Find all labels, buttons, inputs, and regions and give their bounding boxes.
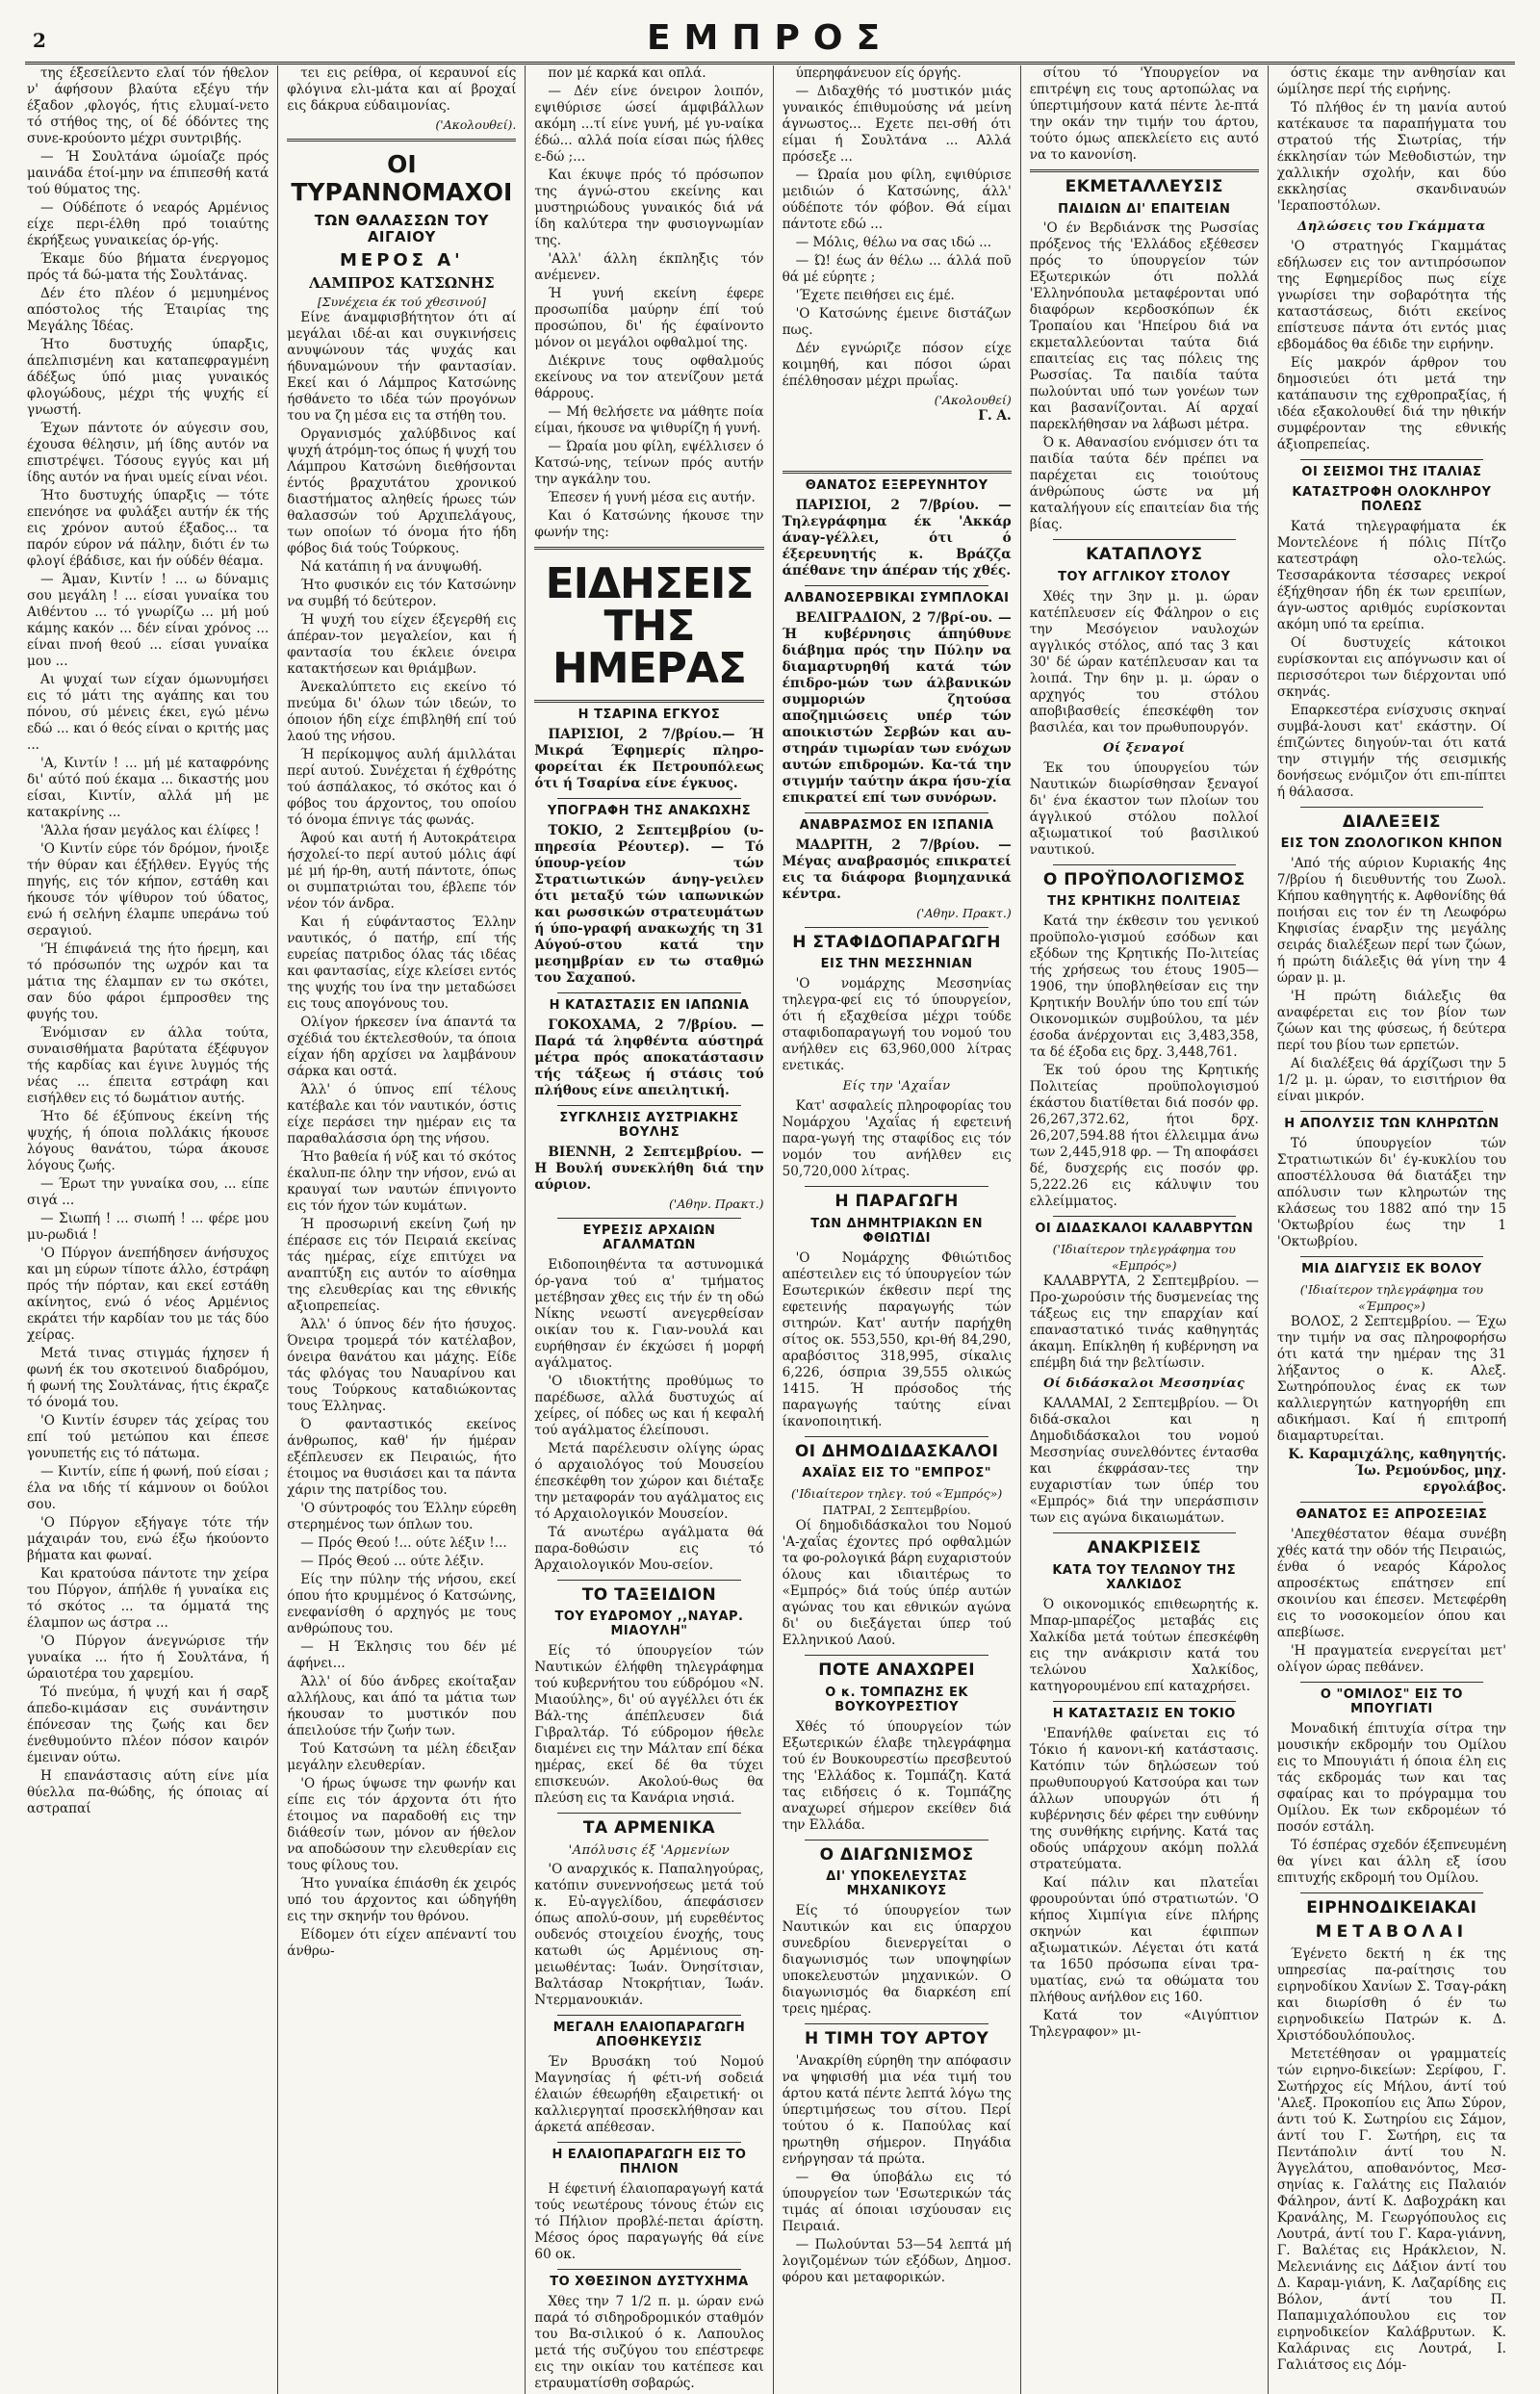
paragraph: 'Ο Πύργον εξήγαγε τότε τήν μάχαιράν του, ενώ έξω ήκούοντο βήματα και φωναί. <box>27 1515 270 1563</box>
news-headline: ΤΟ ΤΑΞΕΙΔΙΟΝ <box>581 1584 717 1605</box>
news-source: ('Αθην. Πρακτ.) <box>916 905 1012 920</box>
news-subheadline: Δηλώσεις του Γκάμματα <box>1297 219 1486 234</box>
divider <box>805 812 988 813</box>
paragraph: — Ώραία μου φίλη, εψιθύρισε μειδιών ό Κατσώνης, άλλ' ούδέποτε τόν φόβον. Θά είμαι πάντοτε εδώ ... <box>782 167 1012 232</box>
divider <box>1300 1502 1484 1503</box>
paragraph: πον μέ καρκά και οπλά. <box>548 65 706 81</box>
news-body: ΚΑΛΑΜΑΙ, 2 Σεπτεμβρίου. — Όι διδά-σκαλοι και η Δημοδιδάσκαλοι του νομού Μεσσηνίας συνελθόντες έντασθα και έκφράσαν-τες την ευχαριστίαν των ύπέρ του «Εμπρός» διά την υπεράσπισιν των εις αγώνα δικαιωμάτων. <box>1029 1396 1259 1527</box>
paragraph: — Ώραία μου φίλη, εψέλλισεν ό Κατσώ-νης, τείνων πρός αυτήν την αγκάλην του. <box>534 439 764 487</box>
divider <box>805 1186 988 1187</box>
news-headline: ΤΟ ΧΘΕΣΙΝΟΝ ΔΥΣΤΥΧΗΜΑ <box>550 2275 749 2290</box>
serial-subtitle: ΤΩΝ ΘΑΛΑΣΣΩΝ ΤΟΥ ΑΙΓΑΙΟΥ <box>314 211 489 245</box>
news-headline: ΜΙΑ ΔΙΑΓΥΣΙΣ ΕΚ ΒΟΛΟΥ <box>1301 1262 1482 1277</box>
news-subheadline: ΤΟΥ ΑΓΓΛΙΚΟΥ ΣΤΟΛΟΥ <box>1058 570 1231 585</box>
news-subheadline: ΜΕΤΑΒΟΛΑΙ <box>1315 1922 1469 1943</box>
news-subheadline: ΤΗΣ ΚΡΗΤΙΚΗΣ ΠΟΛΙΤΕΙΑΣ <box>1047 894 1242 910</box>
news-body: ΤΟΚΙΟ, 2 Σεπτεμβρίου (υ-πηρεσία Ρέουτερ). — Τό ύπουρ-γείον τών Στρατιωτικών άνηγ-γειλεν ότι μεταξύ τών ιαπωνικών και ρωσσικών στρατευμάτων ή ύπο-γραφή ανακωχής τη 31 Αύγού-στου κατά την μεσημβρίαν εν τω σταθμώ του Σαχαπού. <box>534 822 764 986</box>
paragraph: — Δέν είνε όνειρον λοιπόν, εψιθύρισε ώσεί άμφιβάλλων ακόμη ...τί είνε γυνή, μέ γυ-ναίκα έδώ... αλλά ποία είσαι πώς ήλθες ε-δώ ;... <box>534 84 764 165</box>
to-be-continued: ('Ακολουθεί). <box>435 117 517 132</box>
paragraph: Ήτο φυσικόν εις τόν Κατσώνην να συμβή τό δεύτερον. <box>287 577 517 609</box>
divider <box>805 1840 988 1841</box>
news-headline: Η ΤΙΜΗ ΤΟΥ ΑΡΤΟΥ <box>804 2028 989 2048</box>
news-body: Είς μακρόν άρθρον του δημοσιεύει ότι μετά την κατάπαυσιν της εχθροπραξίας, ή ιδέα εξακολουθεί διά την ηθικήν συμφέρονταν της εθνικής άξιοπρεπείας. <box>1276 354 1506 452</box>
news-body: Χθές την 3ην μ. μ. ώραν κατέπλευσεν είς Φάληρον ο εις την Μεσόγειον ναυλοχών αγγλικός στόλος, από τας 3 και 30' δέ ώραν κατέπλευσαν και τα λοιπά. Την 6ην μ. μ. ώραν ο αρχηγός του στόλου αποβιβασθείς έπεσκέφθη τον βασιλέα, και τον πρωθυπουργόν. <box>1029 588 1259 735</box>
paragraph: — Διδαχθής τό μυστικόν μιάς γυναικός έπιθυμούσης νά μείνη άγνωστος... Εχετε πει-σθή ότι είμαι ή Σουλτάνα ... Αλλά πρόσεξε ... <box>782 84 1012 165</box>
divider <box>287 139 516 142</box>
divider <box>1300 1111 1484 1112</box>
paragraph: Δέν έτο πλέον ό μεμυημένος απόστολος τής Έταιρίας της Μεγάλης Ίδέας. <box>27 286 270 334</box>
news-subheadline: ΚΑΤΑ ΤΟΥ ΤΕΛΩΝΟΥ ΤΗΣ ΧΑΛΚΙΔΟΣ <box>1052 1562 1237 1592</box>
continued-note: [Συνέχεια έκ τού χθεσινού] <box>317 294 486 309</box>
news-headline: Η ΕΛΑΙΟΠΑΡΑΓΩΓΗ ΕΙΣ ΤΟ ΠΗΛΙΟΝ <box>552 2148 747 2177</box>
news-section-title: ΕΙΔΗΣΕΙΣ ΤΗΣ ΗΜΕΡΑΣ <box>545 559 754 693</box>
paragraph: Ή γυνή εκείνη έφερε προσωπίδα μαύρην έπί τού προσώπου, δι' ής έφαίνοντο μόνον οι μεγάλοι οφθαλμοί της. <box>534 286 764 350</box>
news-body: 'Ο στρατηγός Γκαμμάτας εδήλωσεν εις τον αντιπρόσωπον της Εφημερίδος πως είχε γνωρίσει την σοβαρότητα τής καταστάσεως, διότι εκείνος επίστευσε πάντα ότι εντός μιας εβδομάδος θα έδιδε την ειρήνην. <box>1276 238 1506 352</box>
news-headline: ΚΑΤΑΣΤΡΟΦΗ ΟΛΟΚΛΗΡΟΥ ΠΟΛΕΩΣ <box>1292 484 1492 514</box>
news-body: Μοναδική έπιτυχία σίτρα την μουσικήν εκδρομήν του Ομίλου εις το Μπουγιάτι ή όποια έλη εις τάς εκδρομάς των και τας σφαίρας και το πρόγραμμα του Ομίλου. Εκ των εκδρομέων τό ποσόν εστάλη. <box>1276 1720 1506 1835</box>
news-tag: ('Ιδιαίτερον τηλεγράφημα του «Έμπρος») <box>1299 1282 1484 1314</box>
news-headline: ΕΥΡΕΣΙΣ ΑΡΧΑΙΩΝ ΑΓΑΛΜΑΤΩΝ <box>582 1223 716 1252</box>
news-headline: Ο ΠΡΟΫΠΟΛΟΓΙΣΜΟΣ <box>1042 869 1245 889</box>
news-headline: ΥΠΟΓΡΑΦΗ ΤΗΣ ΑΝΑΚΩΧΗΣ <box>547 803 752 818</box>
news-body: Τά ανωτέρω αγάλματα θά παρα-δοθώσιν εις τό Άρχαιολογικόν Μου-σείον. <box>534 1524 764 1573</box>
news-body: ΜΑΔΡΙΤΗ, 2 7/βρίου. — Μέγας αναβρασμός επικρατεί εις τα διάφορα βιομηχανικά κέντρα. <box>782 837 1012 902</box>
news-subheadline: ΠΑΙΔΙΩΝ ΔΙ' ΕΠΑΙΤΕΙΑΝ <box>1058 201 1231 217</box>
to-be-continued: ('Ακολουθεί) <box>934 393 1012 407</box>
news-body: 'Ο αναρχικός κ. Παπαληγούρας, κατόπιν συνεννοήσεως μετά τού κ. Εὐ-αγγελίδου, άπεφάσισεν όπως απολύ-σουν, μή ευρεθέντος ουδενός στοιχείου ένοχής, τους κατωθι ώς Αρμένιους ση-μειωθέντας: Ίωάν. Όνησίτσιαν, Βαλτάσαρ Ντοκρήτιαν, Ίωάν. Ντερμανουκιάν. <box>534 1862 764 2009</box>
paragraph: 'Ο Κιντίν έσυρεν τάς χείρας του επί τού μετώπου και έπεσε γονυπετής εις τό πάτωμα. <box>27 1413 270 1461</box>
divider <box>1053 864 1237 865</box>
paragraph: — Ούδέποτε ό νεαρός Αρμένιος είχε περι-έλθη πρό τοιαύτης έκρήξεως γυναικείας όρ-γής. <box>27 200 270 248</box>
news-subheadline: Ο κ. ΤΟΜΠΑΖΗΣ ΕΚ ΒΟΥΚΟΥΡΕΣΤΙΟΥ <box>825 1685 968 1714</box>
news-body: Χθές τό ύπουργείον τών Εξωτερικών έλαβε τηλεγράφημα τού έν Βουκουρεστίω πρεσβευτού της 'Ελλάδος κ. Τομπάζη. Κατά τας ειδήσεις ό κ. Τομπάζης αναχωρεί σήμερον εκείθεν διά την Ελλάδα. <box>782 1718 1012 1833</box>
paragraph: Ό φανταστικός εκείνος άνθρωπος, καθ' ήν ήμέραν εξέπλευσεν εκ Πειραιώς, ήτο έτοιμος να θυσιάσει και τα πάντα χάριν της πατρίδος του. <box>287 1416 517 1498</box>
news-body: ΚΑΛΑΒΡΥΤΑ, 2 Σεπτεμβρίου. — Προ-χωρούσιν τής δυσμενείας της τάξεως εις την επαρχίαν καί επαναστατικό τινάς καθηγητάς άκαμη. Επίκληθη ή κυβέρνηση να επέμβη διά την βελτίωσιν. <box>1029 1274 1259 1372</box>
news-body: Κατά τηλεγραφήματα έκ Μοντελέονε ή πόλις Πίτζο κατεστράφη ολο-τελώς. Τεσσαράκοντα τέσσαρες νεκροί έξήχθησαν ήδη έκ των ερειπίων, άγν-ωστος αριθμός ευρίσκονται ακόμη υπό τα ερείπια. <box>1276 518 1506 632</box>
paragraph: Άλλ' ό ύπνος επί τέλους κατέβαλε και τόν ναυτικόν, όστις είχε περάσει την ημέραν εις τα παραθαλάσσια όρη της νήσου. <box>287 1081 517 1146</box>
news-dateline: ΠΑΤΡΑΙ, 2 Σεπτεμβρίου. <box>822 1503 971 1518</box>
paragraph: Οργανισμός χαλύβδινος καί ψυχή άτρόμη-τος όπως ή ψυχή του Λάμπρου Κατσώνη διεθήσονται έντός βραχυτάτου χρονικού διαστήματος αληθείς ήρωες τών θαλασσών τού Αρχιπελάγους, των οποίων τό όνομα ήτο ήδη φόβος διά τούς Τούρκους. <box>287 425 517 556</box>
paragraph: Ή ψυχή του είχεν έξεγερθή εις άπέραν-τον μεγαλείον, και ή φαντασία του έκλειε όνειρα κατακτήσεων και θριάμβων. <box>287 611 517 677</box>
signature: Ίω. Ρεμούνδος, μηχ. εργολάβος. <box>1354 1463 1506 1496</box>
news-tag: ('Ιδιαίτερον τηλεγράφημα του «Εμπρός») <box>1052 1242 1236 1274</box>
divider <box>1053 1701 1237 1702</box>
news-source: ('Αθην. Πρακτ.) <box>669 1196 764 1211</box>
news-subheadline: Οί ξεναγοί <box>1103 740 1186 756</box>
divider <box>1030 169 1259 172</box>
paragraph: Είνε άναμφισβήτητον ότι αί μεγάλαι ιδέ-αι και συγκινήσεις ανυψώνουν τάς ψυχάς και ήδυναμώνουν τήν φαντασίαν. Εκεί και ό Λάμπρος Κατσώνης ήσθάνετο το ιδέα τών προγόνων του να ζη μέσα εις τα στήθη του. <box>287 309 517 424</box>
news-body: Καί πάλιν και πλατεΐαι φρουρούνται ύπό στρατιωτών. 'Ο κήπος Χιμπίγια είνε πλήρης σκηνών και έφιππων αξιωματικών. Λέγεται ότι κατά τα 1650 πρόσωπα είναι τρα-υματίας, ενώ τα οθώματα του πλήθους ανήλθον εις 160. <box>1029 1874 1259 2005</box>
paragraph: — Πρός Θεού !... ούτε λέξιν !... <box>300 1534 507 1551</box>
paragraph: 'Α, Κιντίν ! ... μή μέ καταφρόνης δι' αύτό πού έκαμα ... δικαστής μου είσαι, Κιντίν, αλλά μή με κατακρίνης ... <box>27 756 270 820</box>
paragraph: Άλλ' οί δύο άνδρες εκοίταξαν αλλήλους, και άπό τα μάτια των ήκουσαν το μυστικόν που άπειλούσε τήν ζωήν των. <box>287 1673 517 1738</box>
news-body: 'Η πρώτη διάλεξις θα αναφέρεται εις τον βίον των ζώων και της φύσεως, ή δεύτερα περί του βίου των ερπετών. <box>1276 989 1506 1054</box>
paragraph: 'Αλλ' άλλη έκπληξις τόν ανέμενεν. <box>534 251 764 283</box>
news-body: 'Ο Νομάρχης Φθιώτιδος απέστειλεν εις τό ύπουργείον τών Εσωτερικών έκθεσιν περί της εφετεινής παραγωγής τών σιτηρών. Κατ' αυτήν παρήχθη σίτος οκ. 553,550, κρι-θή 84,290, αραβόσιτος 318,995, σίκαλις 6,226, όσπρια 39,555 ολικώς 1415. Ή πρόσοδος τής παραγωγής ταύτης είναι ίκανοποιητική. <box>782 1249 1012 1429</box>
news-body: ΠΑΡΙΣΙΟΙ, 2 7/βρίου.— Ή Μικρά Έφημερίς πληρο-φορείται έκ Πετρουπόλεως ότι ή Τσαρίνα είνε έγκυος. <box>534 726 764 791</box>
divider <box>557 798 741 799</box>
divider <box>557 1218 741 1219</box>
news-body: 'Απεχθέστατον θέαμα συνέβη χθές κατά την οδόν τής Πειραιώς, ένθα ό νεαρός Κάρολος απροσέκτως επάτησεν επί σκοινίου και έπεσεν. Μετεφέρθη εις το νοσοκομείον όπου και απεβίωσε. <box>1276 1527 1506 1641</box>
news-body: Η έφετινή έλαιοπαραγωγή κατά τούς νεωτέρους τόνους έτών εις τό Πήλιον προβλέ-πεται άρίστη. Μέσος όρος παραγωγής θά είνε 60 οκ. <box>534 2181 764 2263</box>
paragraph: — Μόλις, θέλω να σας ιδώ ... <box>795 235 992 250</box>
news-subheadline: ΕΙΣ ΤΟΝ ΖΩΟΛΟΓΙΚΟΝ ΚΗΠΟΝ <box>1280 837 1503 852</box>
news-headline: ΕΙΡΗΝΟΔΙΚΕΙΑΚΑΙ <box>1306 1897 1477 1918</box>
column-5 <box>1020 65 1268 2394</box>
news-headline: Η ΤΣΑΡΙΝΑ ΕΓΚΥΟΣ <box>578 708 721 722</box>
divider <box>557 2269 741 2270</box>
divider <box>1053 539 1237 540</box>
columns <box>25 65 1515 2392</box>
paragraph: Και ή εύφάνταστος Έλλην ναυτικός, ό πατήρ, επί τής ευρείας πατριδος όλας τάς ιδέας και φαντασίας, είχε κλείσει εντός της ψυχής του ίνα την μεταδώσει εις τους απογόνους του. <box>287 914 517 1012</box>
paragraph: Διέκρινε τους οφθαλμούς εκείνους να τον ατενίζουν μετά θάρρους. <box>534 353 764 401</box>
paragraph: — Άμαν, Κιντίν ! ... ω δύναμις σου μεγάλη ! ... είσαι γυναίκα του Αιθέντου ... τό γνωρίζω ... μή μού κάμης κακόν ... δέν είναι χρόνος ... είναι πνοή θεού ... είσαι γυναίκα μου ... <box>27 572 270 669</box>
paragraph: Ή περίκομψος αυλή άμιλλάται περί αυτού. Συνέχεται ή έχθρότης τού άσπάλακος, τό σκότος και ό φόβος του άρχοντος, του οποίου τό όνομα έπνιγε τάς φωνάς. <box>287 746 517 828</box>
news-headline: ΠΟΤΕ ΑΝΑΧΩΡΕΙ <box>818 1660 976 1681</box>
news-headline: Η ΣΤΑΦΙΔΟΠΑΡΑΓΩΓΗ <box>792 932 1001 952</box>
news-body: Ό οικονομικός επιθεωρητής κ. Μπαρ-μπαρέζος μεταβάς εις Χαλκίδα μετά τούτων έπεσκέφθη εις την ανάκρισιν κατά του τελώνου Χαλκίδος, κατηγορουμένου επί καταχρήσει. <box>1029 1596 1259 1694</box>
paragraph: — Κιντίν, είπε ή φωνή, πού είσαι ; έλα να ιδής τί κάμνουν οι δούλοι σου. <box>27 1464 270 1512</box>
column-1 <box>25 65 277 2394</box>
paragraph: Νά κατάπιη ή να άνυψωθή. <box>300 558 483 575</box>
paragraph: 'Ο Πύργον άνεγνώρισε τήν γυναίκα ... ήτο ή Σουλτάνα, ή ώραιοτέρα του χαρεμίου. <box>27 1634 270 1682</box>
news-body: ΒΟΛΟΣ, 2 Σεπτεμβρίου. — Έχω την τιμήν να σας πληροφορήσω ότι κατά την ημέραν της 31 λήξαντος ο κ. Αλεξ. Σωτηρόπουλος ένας εκ των καλλιεργητών κατηγορήθη επι αδικήμασι. Καί ή επιτροπή διαμαρτυρείται. <box>1276 1314 1506 1445</box>
paragraph: — Μή θελήσετε να μάθητε ποία είμαι, ήκουσε να ψιθυρίζη ή γυνή. <box>534 404 764 436</box>
paragraph: — Πρός Θεού ... ούτε λέξιν. <box>300 1553 484 1569</box>
news-subheadline: ΕΙΣ ΤΗΝ ΜΕΣΣΗΝΙΑΝ <box>820 957 973 972</box>
serial-part: ΜΕΡΟΣ Α' <box>339 250 464 270</box>
news-body: 'Ανακρίθη εύρηθη την απόφασιν να ψηφισθή μια νέα τιμή του άρτου κατά πέντε λεπτά λόγω της ύπερτιμήσεως του σίτου. Περί τούτου ό κ. Παπούλας καί ηρωτηθη σήμερον. Πηγάδια ενήργησαν τά πρώτα. <box>782 2052 1012 2167</box>
news-body: Μετά παρέλευσιν ολίγης ώρας ό αρχαιολόγος τού Μουσείου έπεσκέφθη τον χώρον και διέταξε την μεταφοράν του αγάλματος εις τό Αρχαιολογικόν Μουσείον. <box>534 1440 764 1522</box>
paragraph: Ολίγον ήρκεσεν ίνα άπαντά τα σχέδιά του έκτελεσθούν, τα όποια είχαν ήδη αρχίσει να λαμβάνουν σάρκα και οστά. <box>287 1014 517 1079</box>
news-headline: Η ΠΑΡΑΓΩΓΗ <box>834 1192 959 1212</box>
paragraph: Ήτο γυναίκα έπιάσθη έκ χειρός υπό του άρχοντος και ώδηγήθη εις την σκηνήν του θρόνου. <box>287 1875 517 1924</box>
news-body: — Πωλούνται 53—54 λεπτά μή λογιζομένων τών εξόδων, Δημοσ. φόρου και μεταφορικών. <box>782 2236 1012 2285</box>
news-headline: ΑΝΑΒΡΑΣΜΟΣ ΕΝ ΙΣΠΑΝΙΑ <box>799 817 994 833</box>
divider <box>805 2023 988 2024</box>
news-headline: Ο ΔΙΑΓΩΝΙΣΜΟΣ <box>819 1844 974 1865</box>
news-headline: ΑΝΑΚΡΙΣΕΙΣ <box>1087 1538 1202 1558</box>
paragraph: — Η Έκλησις του δέν μέ άφήνει... <box>287 1638 517 1671</box>
news-headline: ΔΙΑΛΕΞΕΙΣ <box>1342 811 1442 832</box>
news-headline: ΟΙ ΔΗΜΟΔΙΔΑΣΚΑΛΟΙ <box>794 1441 999 1461</box>
news-tag: ('Ιδιαίτερον τηλεγ. τού «Έμπρός») <box>791 1486 1003 1502</box>
news-subheadline: ΤΟΥ ΕΥΔΡΟΜΟΥ ,,ΝΑΥΑΡ. ΜΙΑΟΥΛΗ" <box>554 1609 744 1639</box>
news-headline: ΟΙ ΣΕΙΣΜΟΙ ΤΗΣ ΙΤΑΛΙΑΣ <box>1301 464 1482 479</box>
paragraph: Ήτο δυστυχής ύπαρξις, άπελπισμένη και καταπεφραγμένη άδέξως ύπό μιας γυναικός φλογώδους, μέχρι τής ψυχής εί γνωστή. <box>27 337 270 418</box>
paragraph: Μετά τινας στιγμάς ήχησεν ή φωνή έκ του σκοτεινού διαδρόμου, ή φωνή της Σουλτάνας, ήτις έκραζε τό όνομά του. <box>27 1346 270 1410</box>
paragraph: Ήτο δυστυχής ύπαρξις — τότε επενόησε να φυλάξει αυτήν έκ τής εις χρόνον αυτού έξαδος... τα παρόν εύρον νά πάλην, διότι έν τω φλογί έβάδισε, και ήν ούδέν θέαμα. <box>27 488 270 569</box>
news-subheadline: Είς την 'Αχαΐαν <box>842 1079 951 1094</box>
serial-author: ΛΑΜΠΡΟΣ ΚΑΤΣΩΝΗΣ <box>309 273 495 292</box>
paragraph: Αι ψυχαί των είχαν όμωνυμήσει εις τό μάτι της αγάπης και του πόνου, σύ μένεις έκει, εγώ μένω εδώ ... και ό θεός είναι ο κριτής μας ... <box>27 672 270 753</box>
divider <box>1300 1682 1484 1683</box>
divider <box>1053 1216 1237 1217</box>
news-body: Κατά τον «Αιγύπτιον Τηλεγραφον» μι- <box>1029 2007 1259 2040</box>
paragraph: της έξεσείλεντο ελαί τόν ήθελον ν' άφήσουν βλαύτα εξέγυ τήν έξαδον ,φλογός, ήτις ελυμαί-νετο τό στήθος της, οί δέ όδόντες της συνε-κρούοντο μέχρι συντριβής. <box>27 65 270 146</box>
news-body: Χθες την 7 1/2 π. μ. ώραν ενώ παρά τό σιδηροδρομικόν σταθμόν του Βα-σιλικού ό κ. Λαπουλος μετά τής συζύγου του επέστρεφε εις την οικίαν του κατέπεσε και ετραυματίσθη σοβαρώς. <box>534 2294 764 2392</box>
column-6 <box>1268 65 1515 2394</box>
paragraph: ύπερηφάνευον είς όργής. <box>795 65 962 81</box>
news-body: Έγένετο δεκτή η έκ της υπηρεσίας πα-ραίτησις του ειρηνοδίκου Χανίων Σ. Τσαγ-ράκη και διωρίσθη ό έν τω ειρηνοδικείω Πατρών κ. Δ. Χριστόδουλόπουλος. <box>1276 1946 1506 2045</box>
paragraph: Τού Κατσώνη τα μέλη έδειξαν μεγάλην ελευθερίαν. <box>287 1740 517 1773</box>
divider <box>1300 1256 1484 1257</box>
divider <box>805 927 988 928</box>
news-body: 'Επανήλθε φαίνεται εις τό Τόκιο ή κανονι-κή κατάστασις. Κατόπιν τών δηλώσεων τού πρωθυπουργού Κατσούρα και των άλλων υπουργών ότι ή κυβέρνησις δέν φέρει την ευθύνην της συνθήκης ειρήνης. Κατά τας οδούς υπάρχουν ακόμη πολλά στρατεύματα. <box>1029 1725 1259 1872</box>
news-headline: ΣΥΓΚΛΗΣΙΣ ΑΥΣΤΡΙΑΚΗΣ ΒΟΥΛΗΣ <box>559 1110 739 1140</box>
paragraph: Και έκυψε πρός τό πρόσωπον της άγνώ-στου εκείνης και μυστηριώδους γυναικός διά νά ίδη καλύτερα την φυσιογνωμίαν της. <box>534 167 764 248</box>
paragraph: 'Ο Κατσώνης έμεινε διστάζων πως. <box>782 306 1012 338</box>
news-headline: ΘΑΝΑΤΟΣ ΕΞΕΡΕΥΝΗΤΟΥ <box>805 478 988 493</box>
paragraph: — Έρωτ την γυναίκα σου, ... είπε σιγά ... <box>27 1176 270 1208</box>
news-headline: Ο "ΟΜΙΛΟΣ" ΕΙΣ ΤΟ ΜΠΟΥΓΙΑΤΙ <box>1320 1687 1463 1716</box>
paragraph: 'Ο σύντροφός του Έλλην εύρεθη στερημένος των όπλων του. <box>287 1500 517 1532</box>
news-headline: ΚΑΤΑΠΛΟΥΣ <box>1086 545 1203 565</box>
news-body: 'Η πραγματεία ενεργείται μετ' ολίγον ώρας πεθάνεν. <box>1276 1643 1506 1676</box>
news-subheadline: ΤΩΝ ΔΗΜΗΤΡΙΑΚΩΝ ΕΝ ΦΘΙΩΤΙΔΙ <box>810 1216 983 1246</box>
paragraph: Τό πλήθος έν τη μανία αυτού κατέκαυσε τα παραπήγματα του στρατού τής Σιωτρίας, τήν έκκλησίαν τών Μεθοδιστών, την χαλλικήν σχολήν, και δύο εκκλησίας σκανδιναυών 'Ιεραποστόλων. <box>1276 100 1506 214</box>
divider <box>1300 1892 1484 1893</box>
divider <box>1053 1532 1237 1533</box>
masthead <box>25 0 1515 64</box>
paragraph: Και κρατούσα πάντοτε την χείρα του Πύργον, άπήλθε ή γυναίκα εις τό σκότος ... τα όμματά της έλαμπον ως άστρα ... <box>27 1566 270 1631</box>
paragraph: — Ώ! έως άν θέλω ... άλλά ποῦ θά μέ εύρητε ; <box>782 253 1012 285</box>
paragraph: Η επανάστασις αύτη είνε μία θύελλα πα-θώδης, ής όποιας αί αστραπαί <box>27 1768 270 1816</box>
paragraph: Ήτο δέ έξύπνους έκείνη τής ψυχής, ή όποια πολλάκις ήκουσε λόγους θανάτου, τώρα άκουσε λόγους ζωής. <box>27 1109 270 1173</box>
paragraph: — Σιωπή ! ... σιωπή ! ... φέρε μου μυ-ρωδιά ! <box>27 1211 270 1243</box>
news-headline: ΕΚΜΕΤΑΛΛΕΥΣΙΣ <box>1065 177 1223 196</box>
paragraph: Άνεκαλύπτετο εις εκείνο τό πνεύμα δι' όλων τών ιδεών, το όποιον ήδη είχε έπιβληθή επί τού λαού της νήσου. <box>287 679 517 744</box>
news-body: ΒΙΕΝΝΗ, 2 Σεπτεμβρίου. — Η Βουλή συνεκλήθη διά την αύριον. <box>534 1144 764 1193</box>
news-subheadline: Οί διδάσκαλοι Μεσσηνίας <box>1043 1377 1245 1392</box>
divider <box>1300 459 1484 460</box>
news-headline: ΘΑΝΑΤΟΣ ΕΞ ΑΠΡΟΣΕΞΙΑΣ <box>1296 1507 1488 1523</box>
paragraph: Άλλ' ό ύπνος δέν ήτο ήσυχος. Όνειρα τρομερά τόν κατέλαβον, όνειρα θανάτου και μάχης. Είδε τάς φλόγας του Ναυαρίνου και τους Τούρκους καταδιώκοντας τους Έλληνας. <box>287 1316 517 1414</box>
divider <box>557 2142 741 2143</box>
news-body: Αί διαλέξεις θά άρχίζωσι την 5 1/2 μ. μ. ώραν, το εισιτήριον θα είναι μικρόν. <box>1276 1056 1506 1105</box>
news-body: Τό ύπουργείον τών Στρατιωτικών δι' έγ-κυκλίου του αποστέλλουσα θά διατάξει την απόλυσιν των κληρωτών της κλάσεως του 1882 από την 15 'Οκτωβρίου έως την 1 'Οκτωβρίου. <box>1276 1136 1506 1250</box>
news-body: Έκ τού όρου της Κρητικής Πολιτείας προϋπολογισμού έκάστου διατίθεται διά ποσόν φρ. 26,267,372.62, ήτοι δρχ. 26,207,594.88 ήτοι έλλειμμα άνω των 2,445,918 φρ. — Τη αποφάσει δέ, δυσχερής εις ποσόν φρ. 5,222.26 εις κάλυψιν του ελλείμματος. <box>1029 1063 1259 1210</box>
paragraph: Και ό Κατσώνης ήκουσε την φωνήν της: <box>534 508 764 540</box>
news-body: 'Ο ιδιοκτήτης προθύμως το παρέδωσε, αλλά δυστυχώς αί χείρες, οί πόδες ως και ή κεφαλή τού αγάλματος έλείπουσι. <box>534 1373 764 1438</box>
news-body: 'Ο έν Βερδιάνσκ της Ρωσσίας πρόξενος τής 'Ελλάδος εξέθεσεν πρός το ύπουργείον τών Εξωτερικών ότι πολλά 'Ελληνόπουλα μεταφέρονται υπό διαφόρων κερδοσκόπων έκ Τροπαίου και 'Ηπείρου διά να εκμεταλλεύονται ταύτα διά επαιτείας εις τας πόλεις της Ρωσσίας. Τα παιδία ταύτα πωλούνται υπό των γονέων των και βασανίζονται. Αί αρχαί παρεκλήθησαν να λάβωσι μέτρα. <box>1029 220 1259 433</box>
news-body: Επαρκεστέρα ενίσχυσις σκηναί συμβά-λουσι κατ' εκάστην. Οί έπιζώντες διηγούν-ται ότι κατά την στιγμήν τής σεισμικής δονήσεως ενόμιζον ότι επι-πίπτει ή θάλασσα. <box>1276 702 1506 800</box>
news-headline: ΟΙ ΔΙΔΑΣΚΑΛΟΙ ΚΑΛΑΒΡΥΤΩΝ <box>1035 1222 1254 1237</box>
news-body: 'Από τής αύριον Κυριακής 4ης 7/βρίου ή διευθυντής του Ζωολ. Κήπου καθηγητής κ. Αφθονίδης θά ποιήσαι εις τον έν τη Λεωφόρω Κηφισίας έναρξιν της μεγάλης σειράς διαλέξεων περί των ζώων, ή πρώτη διάλεξις θά γίνη την 4 ώραν μ. μ. <box>1276 856 1506 987</box>
divider <box>557 1813 741 1814</box>
paragraph: όστις έκαμε την ανθησίαν και ώμίλησε περί τής ειρήνης. <box>1276 65 1506 97</box>
signature: Κ. Καραμιχάλης, καθηγητής. <box>1288 1447 1506 1463</box>
news-headline: ΤΑ ΑΡΜΕΝΙΚΑ <box>582 1817 716 1838</box>
news-body: Έν Βρυσάκη τού Νομού Μαγνησίας ή φέτι-νή σοδειά έλαιών έθεωρήθη εξαιρετική· οι καλλιεργηταί προσεκλήθησαν και άρκετά απέθεσαν. <box>534 2054 764 2136</box>
signature: Γ. Α. <box>978 408 1012 424</box>
paragraph: 'Έχετε πειθήσει εις έμέ. <box>795 288 955 303</box>
paragraph: Ή προσωρινή εκείνη ζωή ην έπέρασε εις τόν Πειραιά εκείνας τάς ημέρας, είχε επιτύχει να αναπτύξη εις αυτόν το αίσθημα της ελευθερίας και της εθνικής αξιοπρεπείας. <box>287 1216 517 1314</box>
news-subheadline: 'Απόλυσις έξ 'Αρμενίων <box>568 1842 731 1858</box>
divider <box>557 1580 741 1581</box>
serial-title: ΟΙ ΤΥΡΑΝΝΟΜΑΧΟΙ <box>291 150 513 206</box>
divider <box>534 700 763 703</box>
divider <box>557 992 741 993</box>
news-body: Ειδοποιηθέντα τα αστυνομικά όρ-γανα τού α' τμήματος μετέβησαν χθες εις τήν έν τη οδώ Νίκης νεωστί ανεγερθείσαν οικίαν του κ. Γιαν-νουλά και ευρήθησαν έν έκχώσει ή μορφή αγάλματος. <box>534 1256 764 1371</box>
paragraph: σίτου τό 'Υπουργείον να επιτρέψη εις τους αρτοπώλας να ύπερτιμήσουν κατά πέντε λε-πτά την οκάν την τιμήν του άρτου, τούτο όμως απεκλείετο εις αυτό να το κανονίση. <box>1029 65 1259 163</box>
divider <box>534 547 763 550</box>
news-subheadline: ΑΧΑΪΑΣ ΕΙΣ ΤΟ "ΕΜΠΡΟΣ" <box>802 1466 991 1481</box>
divider <box>557 2015 741 2016</box>
paragraph: Έχων πάντοτε όν αύγεσιν σου, έχουσα θέλησιν, μή ίδης αυτόν να επιστρέψει. Τόσους εγγύς και μή ίδης αυτόν να ήναι υμείς είναι νέοι. <box>27 421 270 485</box>
paragraph: 'Ο Κιντίν εύρε τόν δρόμον, ήνοιξε τήν θύραν και έξήλθεν. Εγγύς τής πηγής, εις τόν κήπον, εστάθη και ήκουσε τόν ψίθυρον τού ύδατος, ενώ ή σελήνη έλαμπε υπεράνω τού σεραγιού. <box>27 841 270 939</box>
column-2 <box>277 65 525 2394</box>
divider <box>805 1436 988 1437</box>
news-headline: Η ΑΠΟΛΥΣΙΣ ΤΩΝ ΚΛΗΡΩΤΩΝ <box>1284 1117 1500 1132</box>
news-body: ΠΑΡΙΣΙΟΙ, 2 7/βρίου. — Τηλεγράφημα έκ 'Ακκάρ άναγ-γέλλει, ότι ό έξερευνητής κ. Βράζζα άπέθανε την άπέραν τής χθές. <box>782 497 1012 579</box>
news-subheadline: ΔΙ' ΥΠΟΚΕΛΕΥΣΤΑΣ ΜΗΧΑΝΙΚΟΥΣ <box>826 1869 967 1899</box>
paragraph: Έκαμε δύο βήματα ένεργομος πρός τά δώ-ματα τής Σουλτάνας. <box>27 251 270 283</box>
paragraph: Έπεσεν ή γυνή μέσα εις αυτήν. <box>548 490 756 505</box>
news-body: Κατά την έκθεσιν του γενικού προϋπολο-γισμού εσόδων και εξόδων της Κρητικής Πο-λιτείας τής χρήσεως του έτους 1905—1906, την ύποβληθείσαν εις την Κρητικήν Βουλήν ύπο του επί τών Οικονομικών συμβούλου, τα μέν έσοδα άνέρχονται εις 3,483,358, τα δέ έξοδα εις δρχ. 3,448,761. <box>1029 914 1259 1061</box>
paragraph: 'Ο Πύργον άνεπήδησεν άνήσυχος και μη εύρων τίποτε άλλο, έστράφη πρός τήν πόρταν, και εκεί εστάθη ακίνητος, ενώ ό νέος Αρμένιος εκράτει τήν καρδίαν του με τάς δύο χείρας. <box>27 1246 270 1343</box>
news-body: Ό κ. Αθανασίου ενόμισεν ότι τα παιδία ταύτα δέν πρέπει να παρέχεται εις τοιούτους άνθρώπους ώστε να μή καταλήγουν είς επαιτείαν δια τής βίας. <box>1029 435 1259 533</box>
divider <box>1300 807 1484 808</box>
paragraph: Δέν εγνώριζε πόσον είχε κοιμηθή, και πόσοι ώραι έπέλθηοσαν μέχρι πρωΐας. <box>782 341 1012 389</box>
column-3 <box>525 65 772 2394</box>
paragraph: Τό πνεύμα, ή ψυχή και ή σαρξ άπεδο-κιμάσαν εις συνάντησιν έπόνεσαν της ζωής και δεν ένεθυμούντο πλέον πόσον καιρόν έμειναν ούτω. <box>27 1685 270 1765</box>
paragraph: 'Ο ήρως ύψωσε την φωνήν και είπε εις τόν άρχοντα ότι ήτο έτοιμος να παραδοθή εις την διάθεσίν των, μόνον αν ήθελον να αποδώσουν την ελευθερίαν εις τους φίλους του. <box>287 1775 517 1873</box>
news-body: Τό έσπέρας σχεδόν έξεπνευμένη θα γίνει και άλλη εξ ίσου επιτυχής εκδρομή του Ομίλου. <box>1276 1837 1506 1886</box>
paragraph: 'Άλλα ήσαν μεγάλος και έλίφες ! <box>40 823 260 838</box>
paragraph: Ήτο βαθεία ή νύξ και τό σκότος έκαλυπ-πε όλην την νήσον, ενώ αι κραυγαί των ναυτών έπνιγοντο εις τόν ήχον τών κυμάτων. <box>287 1148 517 1214</box>
paragraph: Άφού και αυτή ή Αυτοκράτειρα ήσχολεί-το περί αυτού μόλις άφί μέ μή ήρ-θη, αυτή πάντοτε, όπως οι συμπατριώται του, έβλεπε τόν νέον τόν άνδρα. <box>287 830 517 912</box>
paragraph: Είς την πύλην τής νήσου, εκεί όπου ήτο κρυμμένος ό Κατσώνης, ενεφανίσθη ό αρχηγός με τους ανθρώπους του. <box>287 1571 517 1636</box>
news-body: ΒΕΛΙΓΡΑΔΙΟΝ, 2 7/βρί-ου. — Ή κυβέρνησις άπηύθυνε διάβημα πρός την Πύλην να διαμαρτυρηθή κατά τών έπιδρο-μών των άλβανικών συμμοριών ζητούσα αποζημιώσεις υπέρ τών αποικιστών Σερβών και αυ-στηράν τιμωρίαν των ενόχων αυτών επιδρομών. Κα-τά την στιγμήν ταύτην άκρα ήσυ-χία επικρατεί επί των συνόρων. <box>782 609 1012 806</box>
news-body: Είς τό ύπουργείον τών Ναυτικών έλήφθη τηλεγράφημα τού κυβερνήτου του εύδρόμου «Ν. Μιαούλης», δι' ού αγγέλλει ότι έκ Βάλ-της άπέπλευσεν διά Γιβραλτάρ. Τό εύδρομον ήθελε διαμένει εις την Μάλταν επί δέκα ημέρας, εκεί δέ θα τύχει επισκευών. Ακολού-θως θα πλεύση εις τα Κανάρια νησιά. <box>534 1642 764 1806</box>
divider <box>783 471 1012 474</box>
news-headline: ΑΛΒΑΝΟΣΕΡΒΙΚΑΙ ΣΥΜΠΛΟΚΑΙ <box>783 590 1010 605</box>
divider <box>557 1105 741 1106</box>
news-body: Έκ του ύπουργείου τών Ναυτικών διωρίσθησαν ξεναγοί δι' ένα έκαστον των πλοίων του άγγλικού στόλου πολλοί αξιωματικοί τού βασιλικού ναυτικού. <box>1029 759 1259 858</box>
paragraph: 'Ή έπιφάνειά της ήτο ήρεμη, και τό πρόσωπόν της ωχρόν και τα μάτια της έλαμπαν εν τω σκότει, σαν δύο φάροι έμπροσθεν της φυγής του. <box>27 941 270 1022</box>
paragraph: Ένόμισαν εν άλλα τούτα, συναισθήματα βαρύτατα έξέφυγον τής καρδίας και έγινε λυγμός τής νέας ... έπειτα εστράφη και εισήλθεν εις τό δωμάτιον αυτής. <box>27 1025 270 1106</box>
news-body: 'Ο νομάρχης Μεσσηνίας τηλεγρα-φεί εις τό ύπουργείον, ότι ή εξαχθείσα μέχρι τούδε σταφιδοπαραγωγή του νομού του ανήλθεν εις 63,960,000 λίτρας ενετικάς. <box>782 976 1012 1074</box>
divider <box>805 585 988 586</box>
paragraph: — Ή Σουλτάνα ώμοίαζε πρός μαινάδα έτοί-μην να έπιπεσθή κατά τού θύματος της. <box>27 149 270 197</box>
news-body: — Θα ύποβάλω εις τό ύπουργείον των 'Εσωτερικών τάς τιμάς αί όποιαι ισχύουσαν εις Πειραιά. <box>782 2169 1012 2234</box>
paragraph: τει εις ρείθρα, οί κεραυνοί είς φλόγινα ελι-μάτα και αί βροχαί εις δάκρυα εύδαιμονίας. <box>287 65 517 114</box>
news-body: Μετετέθησαν οι γραμματείς τών ειρηνο-δικείων: Σερίφου, Γ. Σωτήρχος είς Μήλου, άντί τού 'Αλεξ. Προκοπίου εις Άπω Σύρον, άντι τού Κ. Σωτηρίου εις Σάμον, άντί του Γ. Σωτήρη, εις τα Πεντάπολιν άντί του Ν. Άγγελάτου, αποθανόντος, Μεσ-σηνίας κ. Γαλάτης εις Παλαιόν Φάληρον, άντί Κ. Δαβοχράκη και Κρανάλης, Μ. Γεωργόπουλος εις Λουτρά, άντί του Γ. Καρα-γιάννη, Γ. Βαλέτας εις Ηράκλειον, Ν. Μελενιάνης εις Δάξιον άντί του Δ. Καραμ-γιάνη, Κ. Λαζαρίδης εις Βόλον, άντί του Π. Παπαμιχαλόπουλου εις τον ειρηνοδικείον Καλάβρυτων. Κ. Καλάρινας εις Λουτρά, Ι. Γαλιάτσος εις Δόμ- <box>1276 2046 1506 2374</box>
page-number: 2 <box>33 29 46 52</box>
news-body: Κατ' ασφαλείς πληροφορίας του Νομάρχου 'Αχαΐας ή εφετεινή παρα-γωγή της σταφίδος εις τόν νομόν του ανήλθεν εις 50,720,000 λίτρας. <box>782 1098 1012 1180</box>
newspaper-title: ΕΜΠΡΟΣ <box>646 18 894 58</box>
divider <box>805 1655 988 1656</box>
news-body: Οί δημοδιδάσκαλοι του Νομού 'Α-χαΐας έχοντες πρό οφθαλμών τα φο-ρολογικά βάρη ευχαριστούν όλους και ιδιαιτέρως το «Εμπρός» διά τούς ύπέρ αυτών αγώνας του και εθνικών αγώνα δι' ου διεξάγεται ύπερ τού Ελληνικού Λαού. <box>782 1518 1012 1649</box>
news-headline: ΜΕΓΑΛΗ ΕΛΑΙΟΠΑΡΑΓΩΓΗ ΑΠΟΘΗΚΕΥΣΙΣ <box>552 2021 746 2050</box>
column-4 <box>773 65 1020 2394</box>
news-headline: Η ΚΑΤΑΣΤΑΣΙΣ ΕΝ ΙΑΠΩΝΙΑ <box>549 997 750 1013</box>
news-body: Είς τό ύπουργείον των Ναυτικών και εις ύπαρχου συνεδρίου διενεργείται ο διαγωνισμός των υποψηφίων υποκελευστών μηχανικών. Ο διαγωνισμός θα διαρκέση επί τρεις ημέρας. <box>782 1902 1012 2017</box>
paragraph: Είδομεν ότι είχεν απέναντί του άνθρω- <box>287 1926 517 1959</box>
news-headline: Η ΚΑΤΑΣΤΑΣΙΣ ΕΝ ΤΟΚΙΟ <box>1052 1706 1236 1721</box>
news-body: Οί δυστυχείς κάτοικοι ευρίσκονται εις απόγνωσιν και οί περισσότεροι των διέρχονται υπό σκηνάς. <box>1276 634 1506 700</box>
news-body: ΓΟΚΟΧΑΜΑ, 2 7/βρίου. — Παρά τά ληφθέντα αύστηρά μέτρα πρός αποκατάστασιν τής τάξεως ή στάσις τού πλήθους είνε απειλητική. <box>534 1017 764 1098</box>
